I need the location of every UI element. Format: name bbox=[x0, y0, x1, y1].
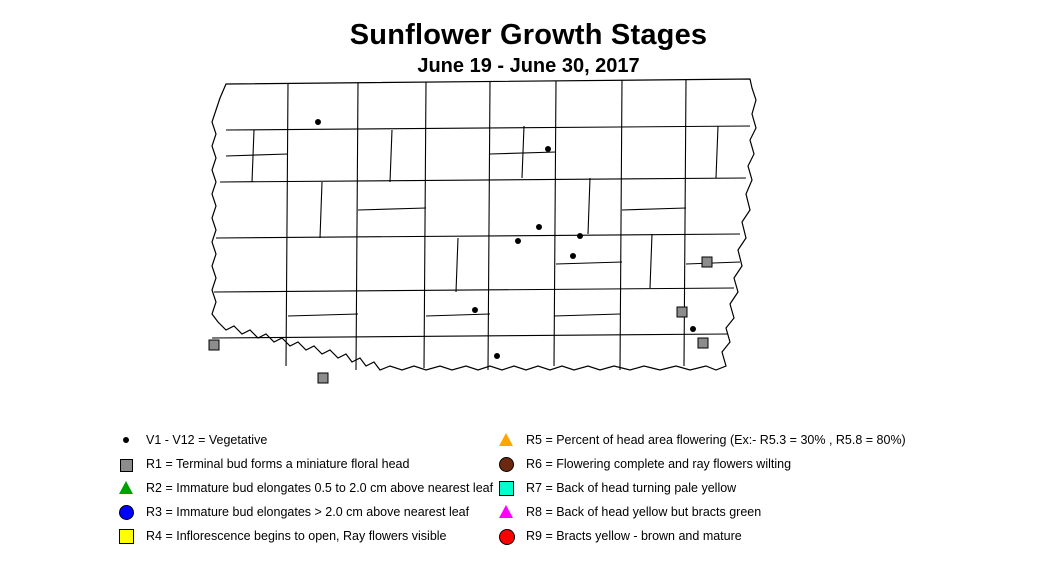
point-r1-stage bbox=[702, 257, 712, 267]
orange-triangle-icon bbox=[496, 428, 518, 452]
point-v-stage bbox=[577, 233, 583, 239]
point-v-stage bbox=[690, 326, 696, 332]
page-subtitle: June 19 - June 30, 2017 bbox=[417, 55, 640, 77]
blue-circle-icon bbox=[116, 500, 138, 524]
point-v-stage bbox=[536, 224, 542, 230]
point-r1-stage bbox=[318, 373, 328, 383]
legend-column-left bbox=[110, 428, 494, 548]
brown-circle-icon bbox=[496, 452, 518, 476]
legend-column-right bbox=[490, 428, 1010, 548]
legend-label: R6 = Flowering complete and ray flowers wilting bbox=[526, 457, 792, 471]
legend-label: R8 = Back of head yellow but bracts green bbox=[526, 505, 762, 519]
legend-label: R3 = Immature bud elongates > 2.0 cm above nearest leaf bbox=[146, 505, 470, 519]
legend-label: V1 - V12 = Vegetative bbox=[146, 433, 268, 447]
state-outline bbox=[212, 79, 756, 370]
legend-item-r9 bbox=[490, 524, 1010, 548]
point-v-stage bbox=[515, 238, 521, 244]
legend-item-r6 bbox=[490, 452, 1010, 476]
north-dakota-map bbox=[190, 70, 770, 415]
cyan-square-icon bbox=[496, 476, 518, 500]
magenta-triangle-icon bbox=[496, 500, 518, 524]
yellow-square-icon bbox=[116, 524, 138, 548]
red-circle-icon bbox=[496, 524, 518, 548]
point-r1-stage bbox=[677, 307, 687, 317]
point-r1-stage bbox=[698, 338, 708, 348]
legend bbox=[110, 428, 1010, 548]
legend-item-r4 bbox=[110, 524, 490, 548]
title-block bbox=[0, 18, 1057, 78]
legend-label: R2 = Immature bud elongates 0.5 to 2.0 cm above nearest leaf bbox=[146, 481, 494, 495]
legend-item-r2 bbox=[110, 476, 494, 500]
legend-label: R5 = Percent of head area flowering (Ex:- R5.3 = 30% , R5.8 = 80%) bbox=[526, 433, 906, 447]
legend-item-r7 bbox=[490, 476, 1010, 500]
legend-item-r1 bbox=[110, 452, 490, 476]
point-r1-stage bbox=[209, 340, 219, 350]
point-v-stage bbox=[472, 307, 478, 313]
point-v-stage bbox=[545, 146, 551, 152]
legend-label: R4 = Inflorescence begins to open, Ray flowers visible bbox=[146, 529, 447, 543]
legend-item-r3 bbox=[110, 500, 490, 524]
legend-label: R1 = Terminal bud forms a miniature floral head bbox=[146, 457, 410, 471]
gray-square-icon bbox=[116, 452, 138, 476]
point-v-stage bbox=[315, 119, 321, 125]
page-title: Sunflower Growth Stages bbox=[349, 19, 708, 51]
legend-item-r8 bbox=[490, 500, 1010, 524]
point-v-stage bbox=[494, 353, 500, 359]
legend-label: R7 = Back of head turning pale yellow bbox=[526, 481, 737, 495]
small-black-dot-icon bbox=[116, 428, 138, 452]
green-triangle-icon bbox=[116, 476, 138, 500]
legend-label: R9 = Bracts yellow - brown and mature bbox=[526, 529, 742, 543]
county-boundaries bbox=[212, 79, 756, 370]
legend-item-v-stage bbox=[110, 428, 490, 452]
point-v-stage bbox=[570, 253, 576, 259]
legend-item-r5 bbox=[490, 428, 1010, 452]
map-svg bbox=[190, 70, 770, 415]
